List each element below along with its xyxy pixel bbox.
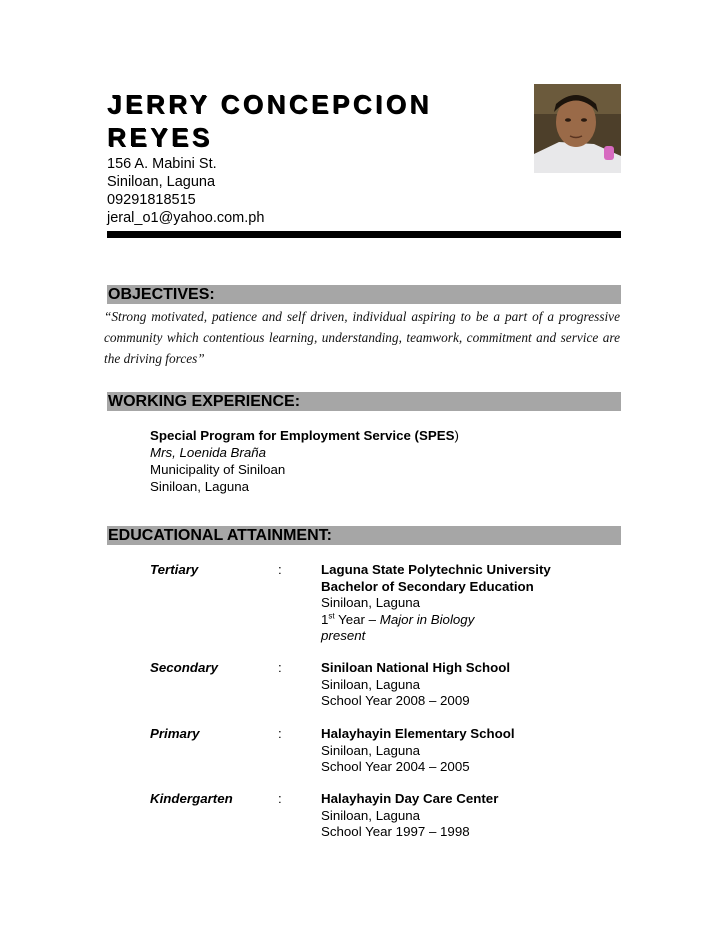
edu-detail-kindergarten — [321, 791, 498, 841]
tertiary-year — [321, 612, 551, 629]
secondary-location: Siniloan, Laguna — [321, 676, 421, 692]
edu-level-secondary: Secondary — [150, 660, 218, 675]
primary-location: Siniloan, Laguna — [321, 742, 421, 758]
profile-photo — [534, 84, 621, 173]
contact-person: Mrs, Loenida Braña — [150, 445, 267, 460]
kindergarten-years: School Year 1997 – 1998 — [321, 824, 470, 839]
primary-years: School Year 2004 – 2005 — [321, 759, 470, 774]
kindergarten-school: Halayhayin Day Care Center — [321, 791, 499, 806]
profile-photo-image — [534, 84, 621, 173]
program-name-close: ) — [454, 428, 459, 443]
edu-colon-secondary: : — [278, 660, 282, 675]
primary-school: Halayhayin Elementary School — [321, 726, 515, 741]
edu-level-primary: Primary — [150, 726, 200, 741]
program-name — [150, 427, 459, 444]
education-heading: EDUCATIONAL ATTAINMENT: — [107, 526, 621, 545]
name-line-2: REYES — [107, 122, 213, 152]
edu-detail-primary — [321, 726, 515, 776]
tertiary-year-sup: st — [328, 611, 335, 621]
tertiary-degree: Bachelor of Secondary Education — [321, 578, 534, 594]
address-line-2: Siniloan, Laguna — [107, 174, 216, 190]
edu-colon-tertiary: : — [278, 562, 282, 577]
edu-level-tertiary: Tertiary — [150, 562, 199, 577]
secondary-school: Siniloan National High School — [321, 660, 511, 675]
tertiary-year-num: 1 — [321, 611, 329, 627]
edu-detail-tertiary — [321, 562, 551, 645]
tertiary-major: Major in Biology — [379, 611, 475, 627]
tertiary-school: Laguna State Polytechnic University — [321, 562, 551, 577]
tertiary-status: present — [321, 628, 366, 643]
edu-colon-primary: : — [278, 726, 282, 741]
applicant-name — [107, 88, 527, 154]
work-experience-entry — [150, 427, 459, 495]
work-experience-heading: WORKING EXPERIENCE: — [107, 392, 621, 411]
secondary-years: School Year 2008 – 2009 — [321, 693, 470, 708]
work-location: Siniloan, Laguna — [150, 479, 250, 494]
contact-block — [107, 155, 264, 227]
address-line-1: 156 A. Mabini St. — [107, 156, 217, 172]
tertiary-location: Siniloan, Laguna — [321, 595, 421, 610]
name-line-1: JERRY CONCEPCION — [107, 89, 432, 119]
phone-number: 09291818515 — [107, 192, 196, 208]
objectives-text: “Strong motivated, patience and self driven, individual aspiring to be a part of a progressive community which contentious learning, understanding, teamwork, commitment and service are the driving forces” — [104, 309, 620, 366]
kindergarten-location: Siniloan, Laguna — [321, 807, 421, 823]
objectives-heading: OBJECTIVES: — [107, 285, 621, 304]
edu-level-kindergarten: Kindergarten — [150, 791, 233, 806]
edu-detail-secondary — [321, 660, 510, 710]
email-address: jeral_o1@yahoo.com.ph — [107, 210, 265, 226]
edu-colon-kindergarten: : — [278, 791, 282, 806]
tertiary-year-rest: Year – — [334, 611, 380, 627]
program-name-bold: Special Program for Employment Service (SPES — [150, 428, 455, 443]
header-divider — [107, 231, 621, 238]
organization: Municipality of Siniloan — [150, 462, 286, 477]
